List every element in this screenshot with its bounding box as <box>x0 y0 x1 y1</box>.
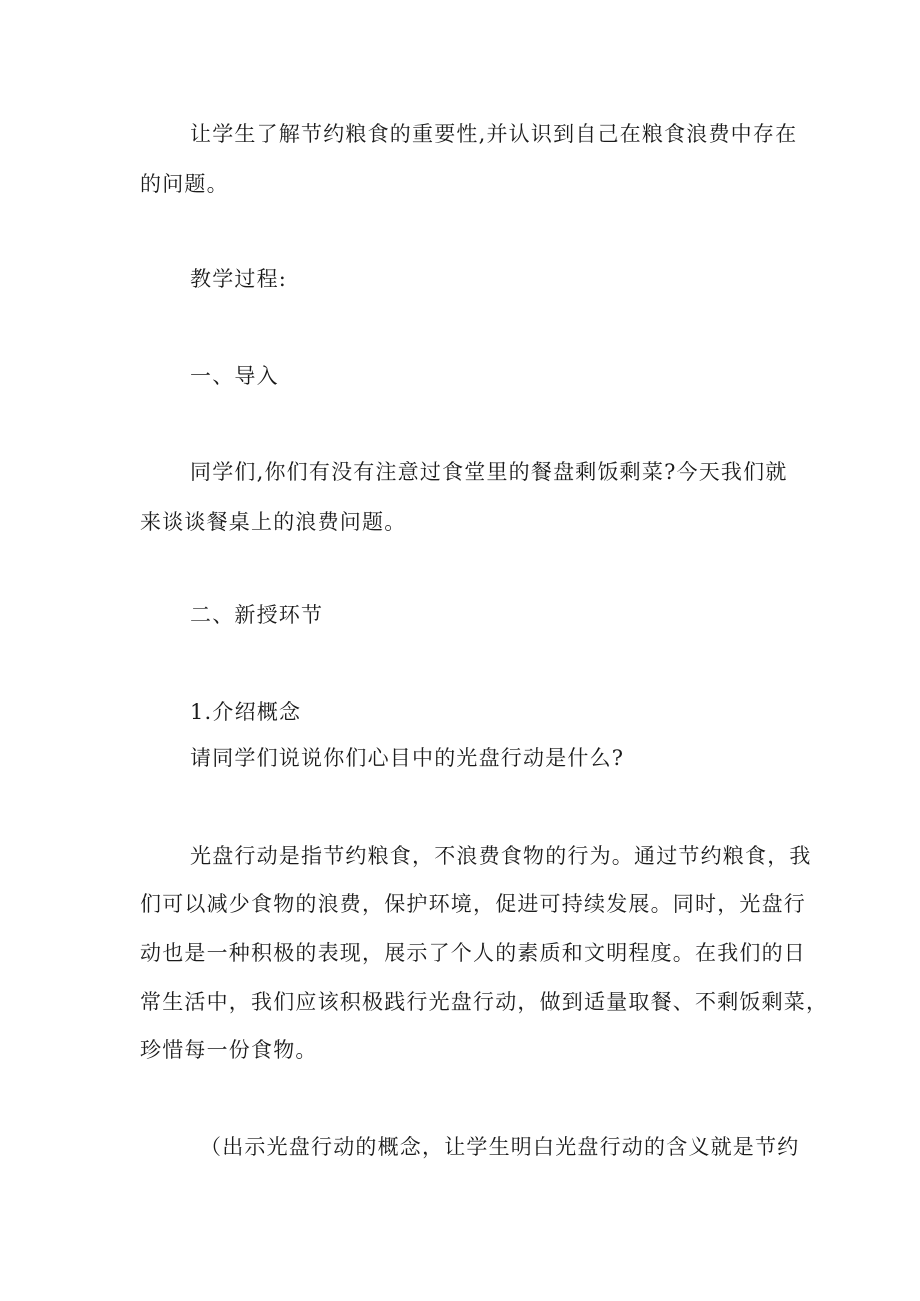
paragraph-note-line-1: （出示光盘行动的概念，让学生明白光盘行动的含义就是节约 <box>200 1135 800 1159</box>
paragraph-definition-line-3: 动也是一种积极的表现，展示了个人的素质和文明程度。在我们的日 <box>140 941 806 965</box>
paragraph-definition-line-4: 常生活中，我们应该积极践行光盘行动，做到适量取餐、不剩饭剩菜， <box>140 990 829 1014</box>
subheading-introduce-concept: 1.介绍概念 <box>190 700 302 724</box>
paragraph-introduction-line-2: 来谈谈餐桌上的浪费问题。 <box>140 510 407 534</box>
paragraph-objective-line-1: 让学生了解节约粮食的重要性,并认识到自己在粮食浪费中存在 <box>190 122 798 146</box>
section-heading-introduction: 一、导入 <box>190 364 279 388</box>
paragraph-definition-line-5: 珍惜每一份食物。 <box>140 1038 318 1062</box>
section-heading-new-lesson: 二、新授环节 <box>190 603 324 627</box>
paragraph-definition-line-1: 光盘行动是指节约粮食，不浪费食物的行为。通过节约粮食，我 <box>190 844 812 868</box>
paragraph-introduction-line-1: 同学们,你们有没有注意过食堂里的餐盘剩饭剩菜?今天我们就 <box>190 460 788 484</box>
paragraph-definition-line-2: 们可以减少食物的浪费，保护环境，促进可持续发展。同时，光盘行 <box>140 892 806 916</box>
paragraph-question: 请同学们说说你们心目中的光盘行动是什么? <box>190 746 625 770</box>
paragraph-objective-line-2: 的问题。 <box>140 172 229 196</box>
section-heading-teaching-process: 教学过程: <box>190 267 288 291</box>
